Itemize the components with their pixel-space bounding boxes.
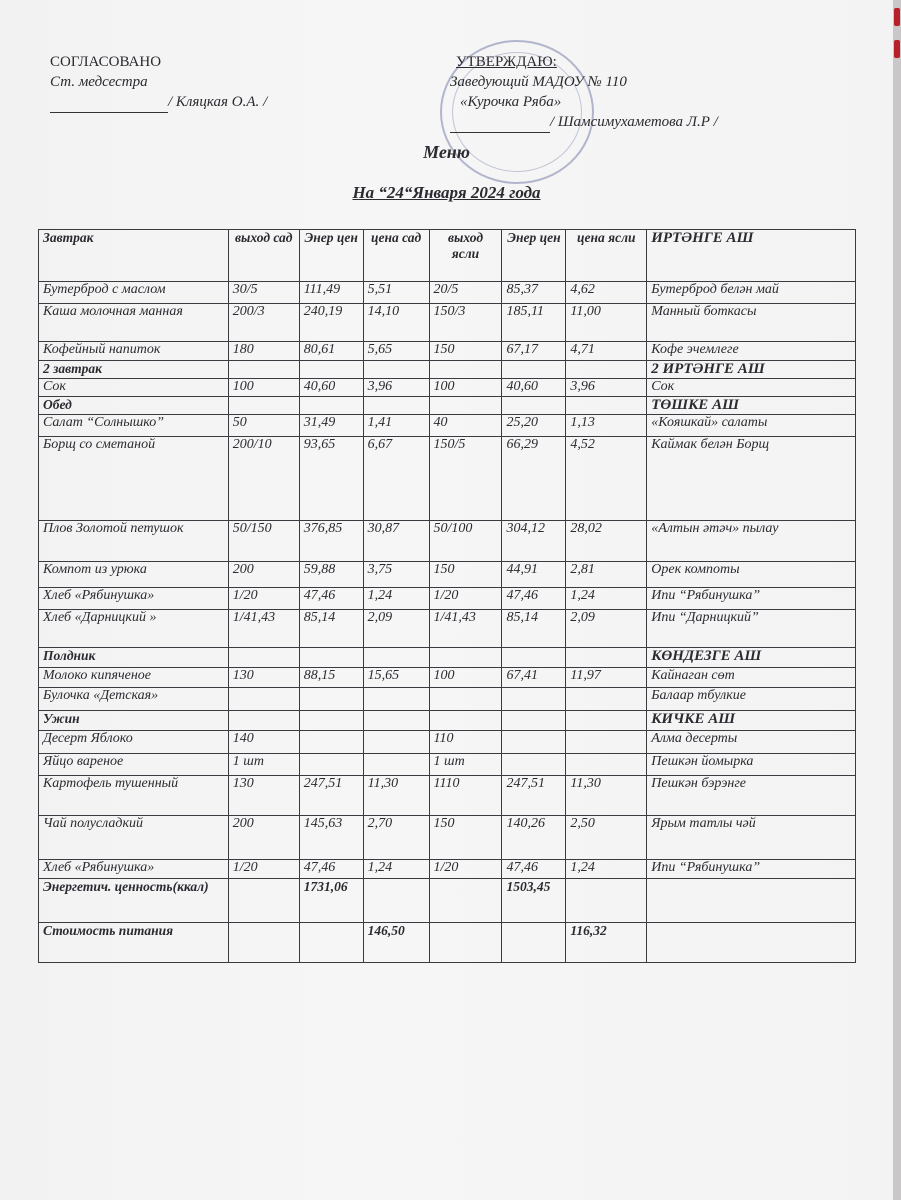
table-cell: Сок [39,379,229,397]
table-cell: 47,46 [502,588,566,610]
table-row [39,776,856,816]
table-cell: Обед [39,397,229,415]
column-header: Энер цен [299,230,363,282]
table-cell: 2,70 [363,816,429,860]
column-header: выход сад [228,230,299,282]
table-cell: Энергетич. ценность(ккал) [39,879,229,923]
table-cell: 85,14 [299,610,363,648]
table-cell [502,711,566,731]
table-cell: 93,65 [299,437,363,521]
table-cell: «Алтын әтәч» пылау [647,521,856,562]
table-cell: 66,29 [502,437,566,521]
table-cell [363,688,429,711]
table-cell: Борщ со сметаной [39,437,229,521]
table-cell: 304,12 [502,521,566,562]
table-cell: 110 [429,731,502,754]
table-cell: «Кояшкай» салаты [647,415,856,437]
table-cell: 3,96 [363,379,429,397]
table-row [39,754,856,776]
table-row [39,437,856,521]
red-mark [894,8,900,26]
total-row [39,923,856,963]
table-cell [647,923,856,963]
table-cell: 240,19 [299,304,363,342]
approved-label: УТВЕРЖДАЮ: [456,54,557,70]
table-cell: 1,41 [363,415,429,437]
table-cell: Кофейный напиток [39,342,229,361]
table-cell [299,754,363,776]
table-cell [566,754,647,776]
table-cell: 14,10 [363,304,429,342]
table-cell: 1,13 [566,415,647,437]
table-cell [228,923,299,963]
table-cell [566,648,647,668]
table-cell: 2,09 [363,610,429,648]
table-cell [429,879,502,923]
table-cell [363,711,429,731]
table-cell: 180 [228,342,299,361]
table-cell: 31,49 [299,415,363,437]
table-cell [429,688,502,711]
table-cell: 1,24 [363,860,429,879]
section-row [39,361,856,379]
table-cell: Булочка «Детская» [39,688,229,711]
table-cell: Компот из урюка [39,562,229,588]
table-cell: 2,50 [566,816,647,860]
table-cell [228,879,299,923]
column-header: Завтрак [39,230,229,282]
table-cell: 1 шт [228,754,299,776]
table-cell [299,688,363,711]
column-header: выход ясли [429,230,502,282]
table-cell [502,648,566,668]
section-row [39,397,856,415]
table-cell: 116,32 [566,923,647,963]
table-cell [647,879,856,923]
table-row [39,860,856,879]
page-edge [893,0,901,1200]
table-cell: Ипи “Рябинушка” [647,588,856,610]
table-cell: 85,37 [502,282,566,304]
table-cell: 200 [228,562,299,588]
table-cell: Пешкән бэрэнге [647,776,856,816]
table-row [39,688,856,711]
table-cell: 47,46 [299,588,363,610]
table-header-row [39,230,856,282]
table-cell: Пешкән йомырка [647,754,856,776]
table-cell: 44,91 [502,562,566,588]
head-position: Заведующий МАДОУ № 110 [450,74,627,90]
table-cell: 130 [228,776,299,816]
table-cell [429,361,502,379]
table-row [39,816,856,860]
table-cell [502,754,566,776]
table-cell [228,711,299,731]
table-cell: Сок [647,379,856,397]
table-cell [566,731,647,754]
menu-date: На “24“Января 2024 года [352,183,541,202]
table-cell: 30,87 [363,521,429,562]
section-row [39,648,856,668]
nurse-signature-line [50,92,267,113]
table-cell [566,361,647,379]
column-header: ИРТӘНГЕ АШ [647,230,856,282]
table-cell: 25,20 [502,415,566,437]
table-cell: 200 [228,816,299,860]
table-cell: Алма десерты [647,731,856,754]
table-row [39,282,856,304]
table-cell: 130 [228,668,299,688]
table-cell: 11,00 [566,304,647,342]
table-cell: 1/41,43 [429,610,502,648]
approval-block-right [450,52,718,133]
table-row [39,668,856,688]
section-row [39,711,856,731]
red-mark [894,40,900,58]
table-cell [429,711,502,731]
table-cell: 80,61 [299,342,363,361]
table-cell: ТӨШКЕ АШ [647,397,856,415]
table-cell: 247,51 [502,776,566,816]
table-cell: 4,52 [566,437,647,521]
table-cell [502,923,566,963]
table-cell: Балаар тбулкие [647,688,856,711]
table-cell: 3,75 [363,562,429,588]
table-cell [299,648,363,668]
table-cell [502,688,566,711]
table-cell [429,397,502,415]
table-cell: 50/150 [228,521,299,562]
table-cell [299,361,363,379]
table-row [39,562,856,588]
table-cell: 376,85 [299,521,363,562]
table-cell: 1503,45 [502,879,566,923]
head-name: / Шамсимухаметова Л.Р / [550,114,718,130]
table-cell [502,397,566,415]
agreed-label: СОГЛАСОВАНО [50,54,162,70]
table-cell: 67,41 [502,668,566,688]
table-cell [502,731,566,754]
table-cell: 1/20 [429,588,502,610]
table-cell: Десерт Яблоко [39,731,229,754]
table-cell: 150 [429,342,502,361]
table-cell: 59,88 [299,562,363,588]
table-cell [363,361,429,379]
table-cell: КӨНДЕЗГЕ АШ [647,648,856,668]
nurse-name: / Кляцкая О.А. / [168,94,268,110]
table-cell: 1 шт [429,754,502,776]
column-header: цена сад [363,230,429,282]
table-cell: Стоимость питания [39,923,229,963]
table-cell [363,397,429,415]
table-cell: Орек компоты [647,562,856,588]
table-cell: 140,26 [502,816,566,860]
table-cell: 40 [429,415,502,437]
table-cell: 30/5 [228,282,299,304]
total-row [39,879,856,923]
table-row [39,379,856,397]
table-cell: 28,02 [566,521,647,562]
column-header: Энер цен [502,230,566,282]
table-cell [363,754,429,776]
table-cell [429,923,502,963]
table-cell: Картофель тушенный [39,776,229,816]
table-cell [363,731,429,754]
table-cell: 185,11 [502,304,566,342]
table-cell: 4,62 [566,282,647,304]
table-row [39,731,856,754]
table-cell: 50 [228,415,299,437]
table-cell: Кофе эчемлеге [647,342,856,361]
table-row [39,588,856,610]
table-cell: Ипи “Рябинушка” [647,860,856,879]
table-cell: 100 [228,379,299,397]
table-cell: Чай полусладкий [39,816,229,860]
table-cell [299,731,363,754]
table-cell: 2,09 [566,610,647,648]
table-cell: 2 ИРТӘНГЕ АШ [647,361,856,379]
table-cell: 1,24 [566,588,647,610]
table-cell: 11,97 [566,668,647,688]
table-row [39,521,856,562]
table-cell: 47,46 [502,860,566,879]
table-cell [299,397,363,415]
table-cell: 67,17 [502,342,566,361]
table-cell: 88,15 [299,668,363,688]
table-cell: 1731,06 [299,879,363,923]
table-cell: 150 [429,562,502,588]
table-cell: 1,24 [363,588,429,610]
table-cell: 150/5 [429,437,502,521]
table-cell: 3,96 [566,379,647,397]
table-cell: Хлеб «Дарницкий » [39,610,229,648]
table-cell: 200/10 [228,437,299,521]
table-cell: Бутерброд белән май [647,282,856,304]
table-cell: 11,30 [566,776,647,816]
table-cell: 40,60 [299,379,363,397]
table-row [39,610,856,648]
table-cell [228,361,299,379]
table-cell: 4,71 [566,342,647,361]
table-cell: 15,65 [363,668,429,688]
table-cell: Ярым татлы чәй [647,816,856,860]
table-cell: 11,30 [363,776,429,816]
table-cell [299,923,363,963]
table-cell: 150 [429,816,502,860]
column-header: цена ясли [566,230,647,282]
table-cell: 200/3 [228,304,299,342]
table-cell [228,688,299,711]
table-cell: 5,65 [363,342,429,361]
table-cell: 150/3 [429,304,502,342]
table-cell [363,879,429,923]
table-cell: Плов Золотой петушок [39,521,229,562]
table-cell: 247,51 [299,776,363,816]
table-cell: 1110 [429,776,502,816]
table-cell: 20/5 [429,282,502,304]
table-cell: Салат “Солнышко” [39,415,229,437]
table-cell: 146,50 [363,923,429,963]
table-cell: Кайнаган сөт [647,668,856,688]
table-cell: Манный боткасы [647,304,856,342]
table-cell [566,397,647,415]
table-cell: Ужин [39,711,229,731]
head-signature-line [450,112,718,133]
table-cell: 5,51 [363,282,429,304]
table-cell: Хлеб «Рябинушка» [39,860,229,879]
table-cell: 2 завтрак [39,361,229,379]
table-cell: Яйцо вареное [39,754,229,776]
table-cell [299,711,363,731]
table-cell: 1/20 [228,860,299,879]
table-cell: КИЧКЕ АШ [647,711,856,731]
table-cell: 50/100 [429,521,502,562]
table-cell [566,688,647,711]
menu-title: Меню [423,142,470,162]
approval-block-left [50,52,267,113]
table-cell: Бутерброд с маслом [39,282,229,304]
table-cell: 1,24 [566,860,647,879]
table-cell: 85,14 [502,610,566,648]
table-cell: 40,60 [502,379,566,397]
table-cell: Хлеб «Рябинушка» [39,588,229,610]
table-cell: 1/41,43 [228,610,299,648]
table-cell: 140 [228,731,299,754]
table-row [39,342,856,361]
table-cell [566,879,647,923]
table-cell [228,648,299,668]
table-cell: Каймак белән Борщ [647,437,856,521]
table-cell: 2,81 [566,562,647,588]
table-cell [502,361,566,379]
table-cell [363,648,429,668]
menu-table [38,229,856,963]
table-cell [429,648,502,668]
organization-name: «Курочка Ряба» [460,94,562,110]
table-cell: 100 [429,379,502,397]
table-cell: 145,63 [299,816,363,860]
table-cell: 1/20 [228,588,299,610]
table-cell [228,397,299,415]
table-cell [566,711,647,731]
table-cell: Ипи “Дарницкий” [647,610,856,648]
table-cell: Каша молочная манная [39,304,229,342]
table-cell: 1/20 [429,860,502,879]
table-row [39,304,856,342]
table-cell: 47,46 [299,860,363,879]
table-cell: Полдник [39,648,229,668]
table-cell: 100 [429,668,502,688]
table-cell: 6,67 [363,437,429,521]
table-cell: Молоко кипяченое [39,668,229,688]
table-row [39,415,856,437]
table-cell: 111,49 [299,282,363,304]
nurse-position: Ст. медсестра [50,74,148,90]
